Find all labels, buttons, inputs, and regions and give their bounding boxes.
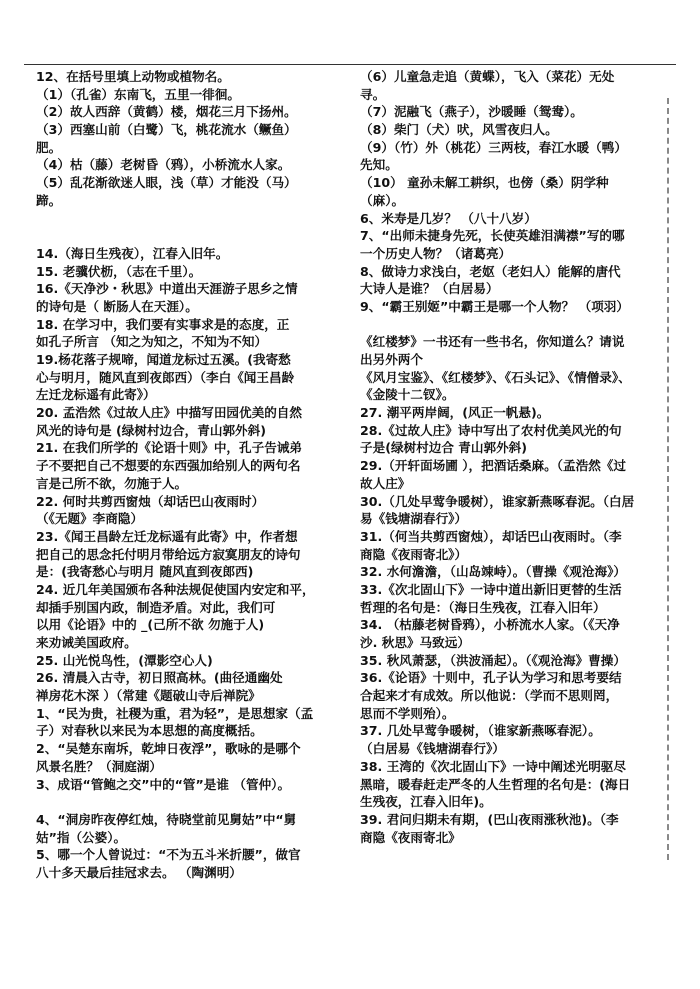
right-text-line: 36.《论语》十则中，孔子认为学习和思考要结 [360,670,622,686]
right-text-line: 一个历史人物？（诸葛亮） [360,245,512,261]
left-blank-line [36,210,350,228]
right-text-line: 出另外两个 [360,352,423,367]
right-blank-line [360,316,680,334]
left-text-line: （《无题》李商隐） [36,511,144,527]
right-text-line: 32. 水何澹澹，（山岛竦峙）。（曹操《观沧海》） [360,564,626,580]
right-text-line: 商隐《夜雨寄北》 [360,829,461,845]
right-text-line: 33.《次北固山下》一诗中道出新旧更替的生活 [360,581,622,597]
left-text-line: 18. 在学习中，我们要有实事求是的态度，正 [36,316,290,332]
left-text-line: 20. 孟浩然《过故人庄》中描写田园优美的自然 [36,405,302,421]
left-text-line: 24. 近几年美国颁布各种法规促使国内安定和平， [36,581,315,597]
right-text-line: 合起来才有成效。所以他说：（学而不思则罔， [360,688,619,704]
left-text-line: 22. 何时共剪西窗烛（却话巴山夜雨时） [36,493,265,509]
right-text-line: 35. 秋风萧瑟，（洪波涌起）。（《观沧海》曹操） [360,652,626,668]
right-text-line: （麻）。 [360,192,405,208]
left-text-line: 左迁龙标遥有此寄》） [36,387,156,403]
left-text-line: 把自己的思念托付明月带给远方寂寞朋友的诗句 [36,546,301,562]
right-text-line: 6、米寿是几岁？ （八十八岁） [360,210,537,226]
left-text-line: 是：(我寄愁心与明月 随风直到夜郎西) [36,564,254,580]
right-text-line: 子是(绿树村边合 青山郭外斜) [360,440,528,456]
right-text-line: （8）柴门（犬）吠，风雪夜归人。 [360,122,558,138]
right-text-line: （6）儿童急走追（黄蝶），飞入（菜花）无处 [360,69,615,84]
right-text-line: （白居易《钱塘湖春行》） [360,741,505,757]
left-text-line: （3）西塞山前（白鹭）飞，桃花流水（鳜鱼） [36,122,297,138]
left-text-line: 禅房花木深 ）（常建《题破山寺后禅院》 [36,688,261,704]
right-text-line: 34. （枯藤老树昏鸦），小桥流水人家。（《天净 [360,617,620,633]
right-text-line: 9、“霸王别姬”中霸王是哪一个人物？ （项羽） [360,298,629,314]
left-text-line: （2）故人西辞（黄鹤）楼，烟花三月下扬州。 [36,104,297,120]
top-rule [24,64,676,65]
left-text-line: 25. 山光悦鸟性，(潭影空心人) [36,652,213,668]
left-text-line: 八十多天最后挂冠求去。 （陶渊明） [36,864,242,880]
left-text-line: （5）乱花渐欲迷人眼，浅（草）才能没（马） [36,175,297,191]
left-text-line: 19.杨花落子规啼，闻道龙标过五溪。(我寄愁 [36,352,291,367]
right-text-line: （10） 童孙未解工耕织，也傍（桑）阴学种 [360,175,609,191]
left-text-line: 15. 老骥伏枥，（志在千里）。 [36,263,202,279]
left-text-line: （1）（孔雀）东南飞，五里一徘徊。 [36,86,240,102]
right-text-line: 哲理的名句是：（海日生残夜，江春入旧年） [360,599,606,615]
left-text-line: 来劝诫美国政府。 [36,635,137,650]
left-text-line: 5、哪一个人曾说过：“不为五斗米折腰”，做官 [36,847,301,863]
left-text-line: 14.（海日生残夜），江春入旧年。 [36,245,229,261]
left-text-line: 姑”指（公婆）。 [36,829,127,845]
right-text-line: 27. 潮平两岸阔，(风正一帆悬)。 [360,405,550,421]
left-text-line: 26. 清晨入古寺，初日照高林。(曲径通幽处 [36,670,283,686]
left-text-line: 风景名胜？（洞庭湖） [36,758,162,774]
left-text-line: 子）对春秋以来民为本思想的高度概括。 [36,723,263,739]
left-text-line: 却插手别国内政，制造矛盾。对此，我们可 [36,599,276,615]
left-blank-line [36,793,350,811]
right-text-line: 黑暗，暖春赶走严冬的人生哲理的名句是：(海日 [360,776,631,792]
left-text-line: 4、“洞房昨夜停红烛，待晓堂前见舅姑”中“舅 [36,811,297,827]
right-text-line: 38. 王湾的《次北固山下》一诗中阐述光明驱尽 [360,758,626,774]
left-text-line: （4）枯（藤）老树昏（鸦），小桥流水人家。 [36,157,291,173]
right-text-line: 生残夜，江春入旧年)。 [360,794,492,810]
left-text-line: 2、“吴楚东南坼，乾坤日夜浮”，歌咏的是哪个 [36,741,301,757]
right-text-line: 《红楼梦》一书还有一些书名，你知道么？请说 [360,334,625,350]
left-text-line: 12、在括号里填上动物或植物名。 [36,69,230,84]
right-text-line: 8、做诗力求浅白，老妪（老妇人）能解的唐代 [360,263,621,279]
right-text-line: 故人庄》 [360,475,411,491]
right-text-line: 商隐《夜雨寄北》） [360,546,468,562]
right-text-line: 《风月宝鉴》、《红楼梦》、《石头记》、《情僧录》、 [360,369,631,385]
right-text-line: 39. 君问归期未有期，(巴山夜雨涨秋池)。（李 [360,811,619,827]
right-text-line: 7、“出师未捷身先死，长使英雄泪满襟”写的哪 [360,228,625,244]
left-text-line: 的诗句是（ 断肠人在天涯）。 [36,298,198,314]
right-text-line: （7）泥融飞（燕子），沙暖睡（鸳鸯）。 [360,104,583,120]
right-text-line: 思而不学则殆）。 [360,705,455,721]
left-text-line: 以用《论语》中的 _(己所不欲 勿施于人) [36,617,265,633]
left-text-line: 3、成语“管鲍之交”中的“管”是谁 （管仲）。 [36,776,291,792]
left-text-line: 1、“民为贵，社稷为重，君为轻”，是思想家（孟 [36,705,314,721]
right-text-line: 大诗人是谁？（白居易） [360,281,499,297]
left-text-line: 如孔子所言 （知之为知之，不知为不知） [36,334,268,350]
right-column [360,68,680,846]
left-column [36,68,350,882]
left-text-line: 16.《天净沙・秋思》中道出天涯游子思乡之情 [36,281,298,297]
left-text-line: 子不要把自己不想要的东西强加给别人的两句名 [36,458,301,474]
right-text-line: 寻。 [360,86,386,102]
left-text-line: 肥。 [36,139,62,155]
right-text-line: 先知。 [360,157,398,173]
right-text-line: 《金陵十二钗》。 [360,387,455,403]
left-text-line: 言是己所不欲，勿施于人。 [36,475,188,491]
right-text-line: 37. 几处早莺争暖树，（谁家新燕啄春泥）。 [360,723,601,739]
left-text-line: 21. 在我们所学的《论语十则》中，孔子告诫弟 [36,440,302,456]
left-text-line: 风光的诗句是 (绿树村边合，青山郭外斜) [36,422,266,438]
right-text-line: 沙. 秋思》马致远） [360,635,470,650]
left-text-line: 23.《闻王昌龄左迁龙标遥有此寄》中，作者想 [36,528,298,544]
right-text-line: 易《钱塘湖春行》） [360,511,468,527]
left-blank-line [36,227,350,245]
right-text-line: 29.（开轩面场圃 ），把酒话桑麻。（孟浩然《过 [360,458,626,474]
right-text-line: 28.《过故人庄》诗中写出了农村优美风光的句 [360,422,622,438]
left-text-line: 心与明月，随风直到夜郎西）（李白《闻王昌龄 [36,369,295,385]
right-text-line: 31.（何当共剪西窗烛），却话巴山夜雨时。（李 [360,528,622,544]
right-text-line: 30.（几处早莺争暖树），谁家新燕啄春泥。（白居 [360,493,635,509]
right-text-line: （9）（竹）外（桃花）三两枝，春江水暖（鸭） [360,139,627,155]
left-text-line: 蹄。 [36,192,62,208]
